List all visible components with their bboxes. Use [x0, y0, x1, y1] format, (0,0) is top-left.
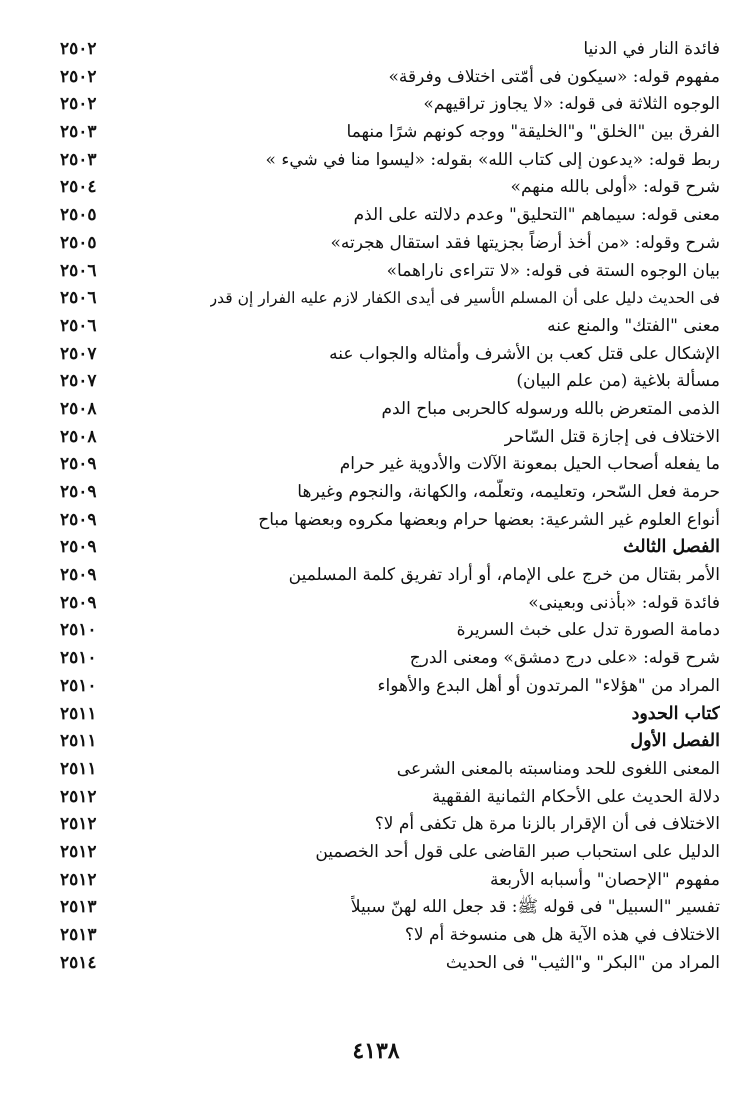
toc-entry-title: المعنى اللغوى للحد ومناسبته بالمعنى الشرعى [396, 758, 720, 779]
toc-page-number: ٢٥٠٢ [60, 39, 97, 59]
toc-entry-title: الذمى المتعرض بالله ورسوله كالحربى مباح الدم [381, 398, 720, 419]
table-of-contents [60, 36, 720, 977]
toc-page-number: ٢٥١٠ [60, 648, 97, 669]
toc-entry-row [60, 119, 720, 147]
toc-entry-title: دلالة الحديث على الأحكام الثمانية الفقهية [432, 786, 720, 807]
toc-page-number: ٢٥٠٢ [60, 66, 97, 87]
toc-page-number: ٢٥٠٩ [60, 482, 97, 502]
toc-page-number: ٢٥١١ [60, 731, 97, 752]
toc-page-number: ٢٥١٢ [60, 841, 97, 862]
toc-page-number: ٢٥٠٧ [60, 343, 97, 364]
toc-page-number: ٢٥٠٥ [60, 205, 97, 226]
toc-page-number: ٢٥٠٩ [60, 454, 97, 475]
toc-page-number: ٢٥٠٧ [60, 371, 97, 392]
toc-entry-row [60, 368, 720, 396]
toc-page-number: ٢٥٠٩ [60, 565, 97, 586]
toc-page-number: ٢٥١٣ [60, 925, 97, 945]
toc-page-number: ٢٥١٠ [60, 620, 97, 641]
toc-entry-row [60, 341, 720, 369]
toc-page-number: ٢٥٠٢ [60, 94, 97, 115]
toc-entry-title: الاختلاف فى أن الإقرار بالزنا مرة هل تكفى أم لا؟ [374, 814, 720, 835]
toc-page-number: ٢٥٠٣ [60, 122, 97, 143]
toc-entry-title: ما يفعله أصحاب الحيل بمعونة الآلات والأدوية غير حرام [339, 454, 720, 475]
toc-page-number: ٢٥١٤ [60, 952, 97, 973]
toc-entry-title: شرح وقوله: «من أخذ أرضاً بجزيتها فقد استقال هجرته» [330, 232, 720, 253]
toc-entry-row [60, 645, 720, 673]
toc-page-number: ٢٥٠٩ [60, 537, 97, 558]
page-number-footer: ٤١٣٨ [352, 1038, 400, 1064]
toc-entry-title: معنى قوله: سيماهم "التحليق" وعدم دلالته على الذم [353, 205, 720, 226]
toc-entry-row [60, 507, 720, 535]
toc-page-number: ٢٥١٢ [60, 869, 97, 890]
toc-entry-title: الاختلاف في هذه الآية هل هى منسوخة أم لا؟ [404, 925, 720, 945]
toc-heading-title: الفصل الثالث [623, 537, 720, 558]
toc-page-number: ٢٥٠٩ [60, 592, 97, 613]
toc-entry-row [60, 174, 720, 202]
toc-entry-title: الإشكال على قتل كعب بن الأشرف وأمثاله والجواب عنه [329, 343, 720, 364]
toc-entry-row [60, 950, 720, 978]
toc-heading-row [60, 534, 720, 562]
toc-page-number: ٢٥٠٤ [60, 177, 97, 198]
toc-entry-title: الأمر بقتال من خرج على الإمام، أو أراد تفريق كلمة المسلمين [288, 565, 720, 586]
toc-entry-row [60, 451, 720, 479]
toc-entry-title: فائدة قوله: «بأذنى وبعينى» [528, 592, 720, 613]
toc-entry-title: الفرق بين "الخلق" و"الخليقة" ووجه كونهم شرًا منهما [346, 122, 720, 143]
toc-entry-title: المراد من "البكر" و"الثيب" فى الحديث [445, 952, 720, 973]
toc-entry-title: الاختلاف فى إجازة قتل السّاحر [504, 426, 720, 447]
toc-entry-row [60, 230, 720, 258]
toc-entry-title: تفسير "السبيل" فى قوله ﷺ: قد جعل الله لهنّ سبيلاً [350, 897, 720, 918]
toc-entry-row [60, 64, 720, 92]
toc-page-number: ٢٥٠٩ [60, 509, 97, 530]
toc-entry-row [60, 91, 720, 119]
toc-entry-row [60, 756, 720, 784]
toc-page-number: ٢٥٠٣ [60, 149, 97, 170]
toc-heading-row [60, 701, 720, 729]
toc-page-number: ٢٥١٠ [60, 675, 97, 696]
toc-entry-row [60, 202, 720, 230]
toc-entry-row [60, 922, 720, 950]
toc-entry-row [60, 147, 720, 175]
toc-page-number: ٢٥١١ [60, 758, 97, 779]
toc-entry-row [60, 258, 720, 286]
toc-entry-row [60, 839, 720, 867]
toc-entry-title: مفهوم "الإحصان" وأسبابه الأربعة [489, 869, 720, 890]
toc-entry-title: حرمة فعل السّحر، وتعليمه، وتعلّمه، والكهانة، والنجوم وغيرها [297, 482, 720, 502]
toc-entry-title: بيان الوجوه الستة فى قوله: «لا تتراءى ناراهما» [386, 260, 720, 281]
toc-entry-title: مسألة بلاغية (من علم البيان) [516, 371, 720, 392]
toc-page-number: ٢٥٠٨ [60, 398, 97, 419]
toc-heading-title: الفصل الأول [630, 731, 720, 752]
toc-entry-row [60, 590, 720, 618]
toc-entry-title: الدليل على استحباب صبر القاضى على قول أحد الخصمين [315, 841, 720, 862]
toc-heading-title: كتاب الحدود [631, 703, 720, 724]
toc-entry-title: أنواع العلوم غير الشرعية: بعضها حرام وبعضها مكروه وبعضها مباح [258, 509, 720, 530]
toc-entry-row [60, 617, 720, 645]
toc-entry-title: الوجوه الثلاثة فى قوله: «لا يجاوز تراقيهم» [423, 94, 720, 115]
toc-entry-row [60, 784, 720, 812]
toc-page-number: ٢٥٠٦ [60, 260, 97, 281]
toc-entry-title: فائدة النار في الدنيا [583, 39, 720, 59]
toc-page-number: ٢٥١٢ [60, 814, 97, 835]
toc-entry-row [60, 424, 720, 452]
toc-page-number: ٢٥٠٥ [60, 232, 97, 253]
toc-entry-row [60, 673, 720, 701]
toc-entry-row [60, 285, 720, 313]
toc-entry-title: فى الحديث دليل على أن المسلم الأسير فى أيدى الكفار لازم عليه الفرار إن قدر [209, 289, 720, 308]
toc-entry-row [60, 396, 720, 424]
toc-entry-title: شرح قوله: «أولى بالله منهم» [510, 177, 720, 198]
toc-entry-row [60, 313, 720, 341]
toc-page-number: ٢٥٠٦ [60, 315, 97, 336]
toc-entry-title: مفهوم قوله: «سيكون فى أمّتى اختلاف وفرقة» [388, 66, 720, 87]
toc-entry-row [60, 36, 720, 64]
toc-entry-title: شرح قوله: «على درج دمشق» ومعنى الدرج [409, 648, 720, 669]
toc-entry-title: دمامة الصورة تدل على خبث السريرة [456, 620, 720, 641]
toc-page-number: ٢٥١١ [60, 703, 97, 724]
toc-entry-title: ربط قوله: «يدعون إلى كتاب الله» بقوله: «ليسوا منا في شيء » [265, 149, 720, 170]
toc-entry-title: المراد من "هؤلاء" المرتدون أو أهل البدع والأهواء [377, 675, 720, 696]
toc-entry-row [60, 811, 720, 839]
toc-heading-row [60, 728, 720, 756]
toc-entry-row [60, 479, 720, 507]
toc-entry-title: معنى "الفتك" والمنع عنه [547, 315, 720, 336]
toc-entry-row [60, 867, 720, 895]
toc-page-number: ٢٥١٣ [60, 897, 97, 918]
toc-entry-row [60, 894, 720, 922]
toc-page-number: ٢٥٠٦ [60, 288, 97, 309]
toc-entry-row [60, 562, 720, 590]
toc-page-number: ٢٥٠٨ [60, 426, 97, 447]
toc-page-number: ٢٥١٢ [60, 786, 97, 807]
